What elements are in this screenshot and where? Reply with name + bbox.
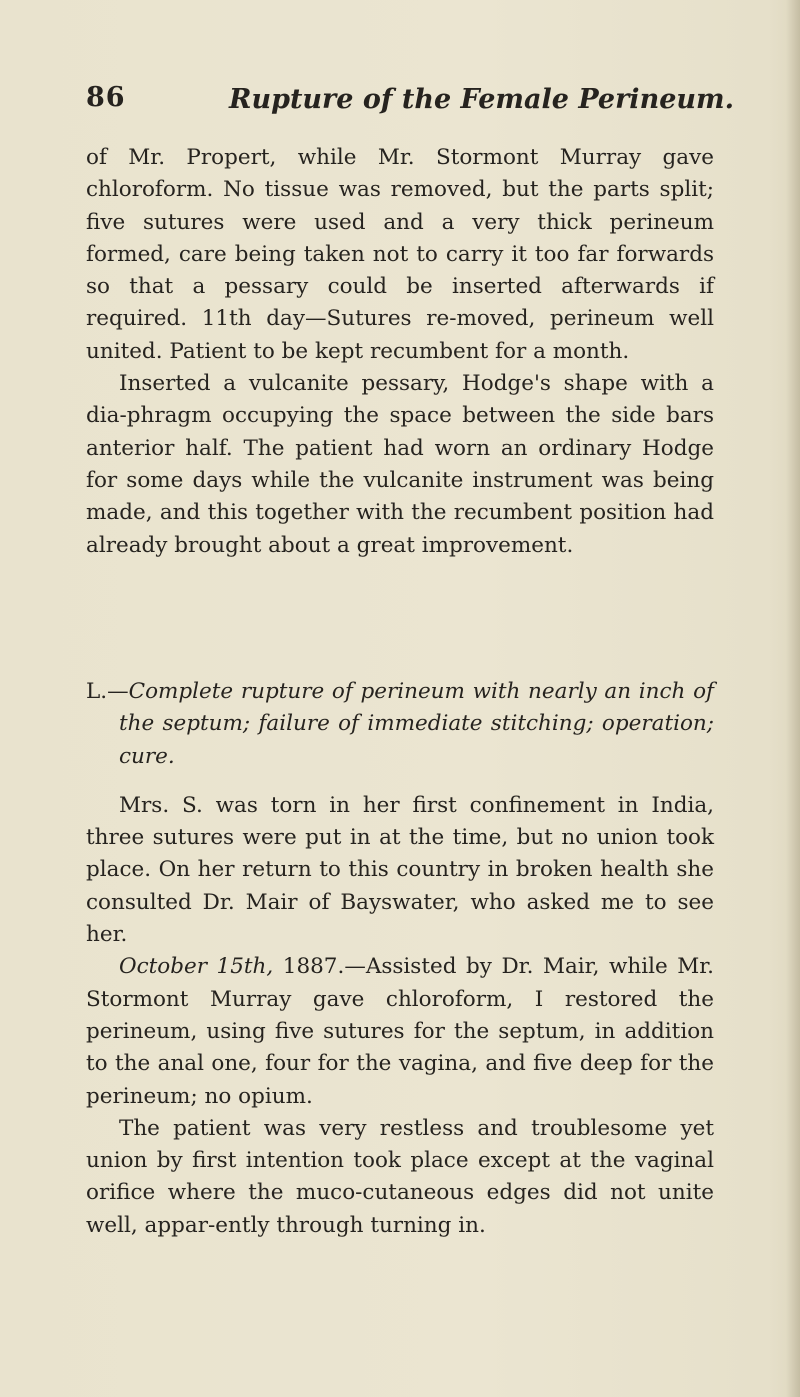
- paragraph-5: The patient was very restless and troublesome yet union by first intention took place except at the vaginal orifice where the muco-cutaneous edges did not unite well, appar-ently through turning in.: [86, 1115, 714, 1238]
- page-edge-shadow: [786, 0, 800, 1397]
- paragraph-4-text: 1887.—Assisted by Dr. Mair, while Mr. Stormont Murray gave chloroform, I restored the perineum, using five sutures for the septum, in addition to the anal one, four for the vagina, and five deep for the perineum; no opium.: [86, 954, 714, 1109]
- case-title: Complete rupture of perineum with nearly an inch of the septum; failure of immediate stitching; operation; cure.: [119, 679, 714, 769]
- paragraph-3: Mrs. S. was torn in her first confinement in India, three sutures were put in at the time, but no union took place. On her return to this country in broken health she consulted Dr. Mair of Bayswater, who asked me to see her.: [86, 792, 714, 948]
- page-number: 86: [86, 82, 126, 113]
- case-heading: [86, 676, 714, 773]
- text-block-upper: [86, 142, 714, 562]
- page-header: [86, 82, 734, 122]
- paragraph-4: [86, 951, 714, 1112]
- running-title: Rupture of the Female Perineum.: [229, 84, 734, 115]
- paragraph-2: Inserted a vulcanite pessary, Hodge's shape with a dia-phragm occupying the space between the side bars anterior half. The patient had worn an ordinary Hodge for some days while the vulcanite instrument was being made, and this together with the recumbent position had already brought about a great improvement.: [86, 371, 714, 558]
- case-label: L.—: [86, 679, 129, 704]
- text-block-case: [86, 676, 714, 1242]
- paragraph-1: of Mr. Propert, while Mr. Stormont Murray gave chloroform. No tissue was removed, but the parts split; five sutures were used and a very thick perineum formed, care being taken not to carry it too far forwards so that a pessary could be inserted afterwards if required. 11th day—Sutures re-moved, perineum well united. Patient to be kept recumbent for a month.: [86, 145, 714, 364]
- paragraph-4-date: October 15th,: [119, 954, 274, 980]
